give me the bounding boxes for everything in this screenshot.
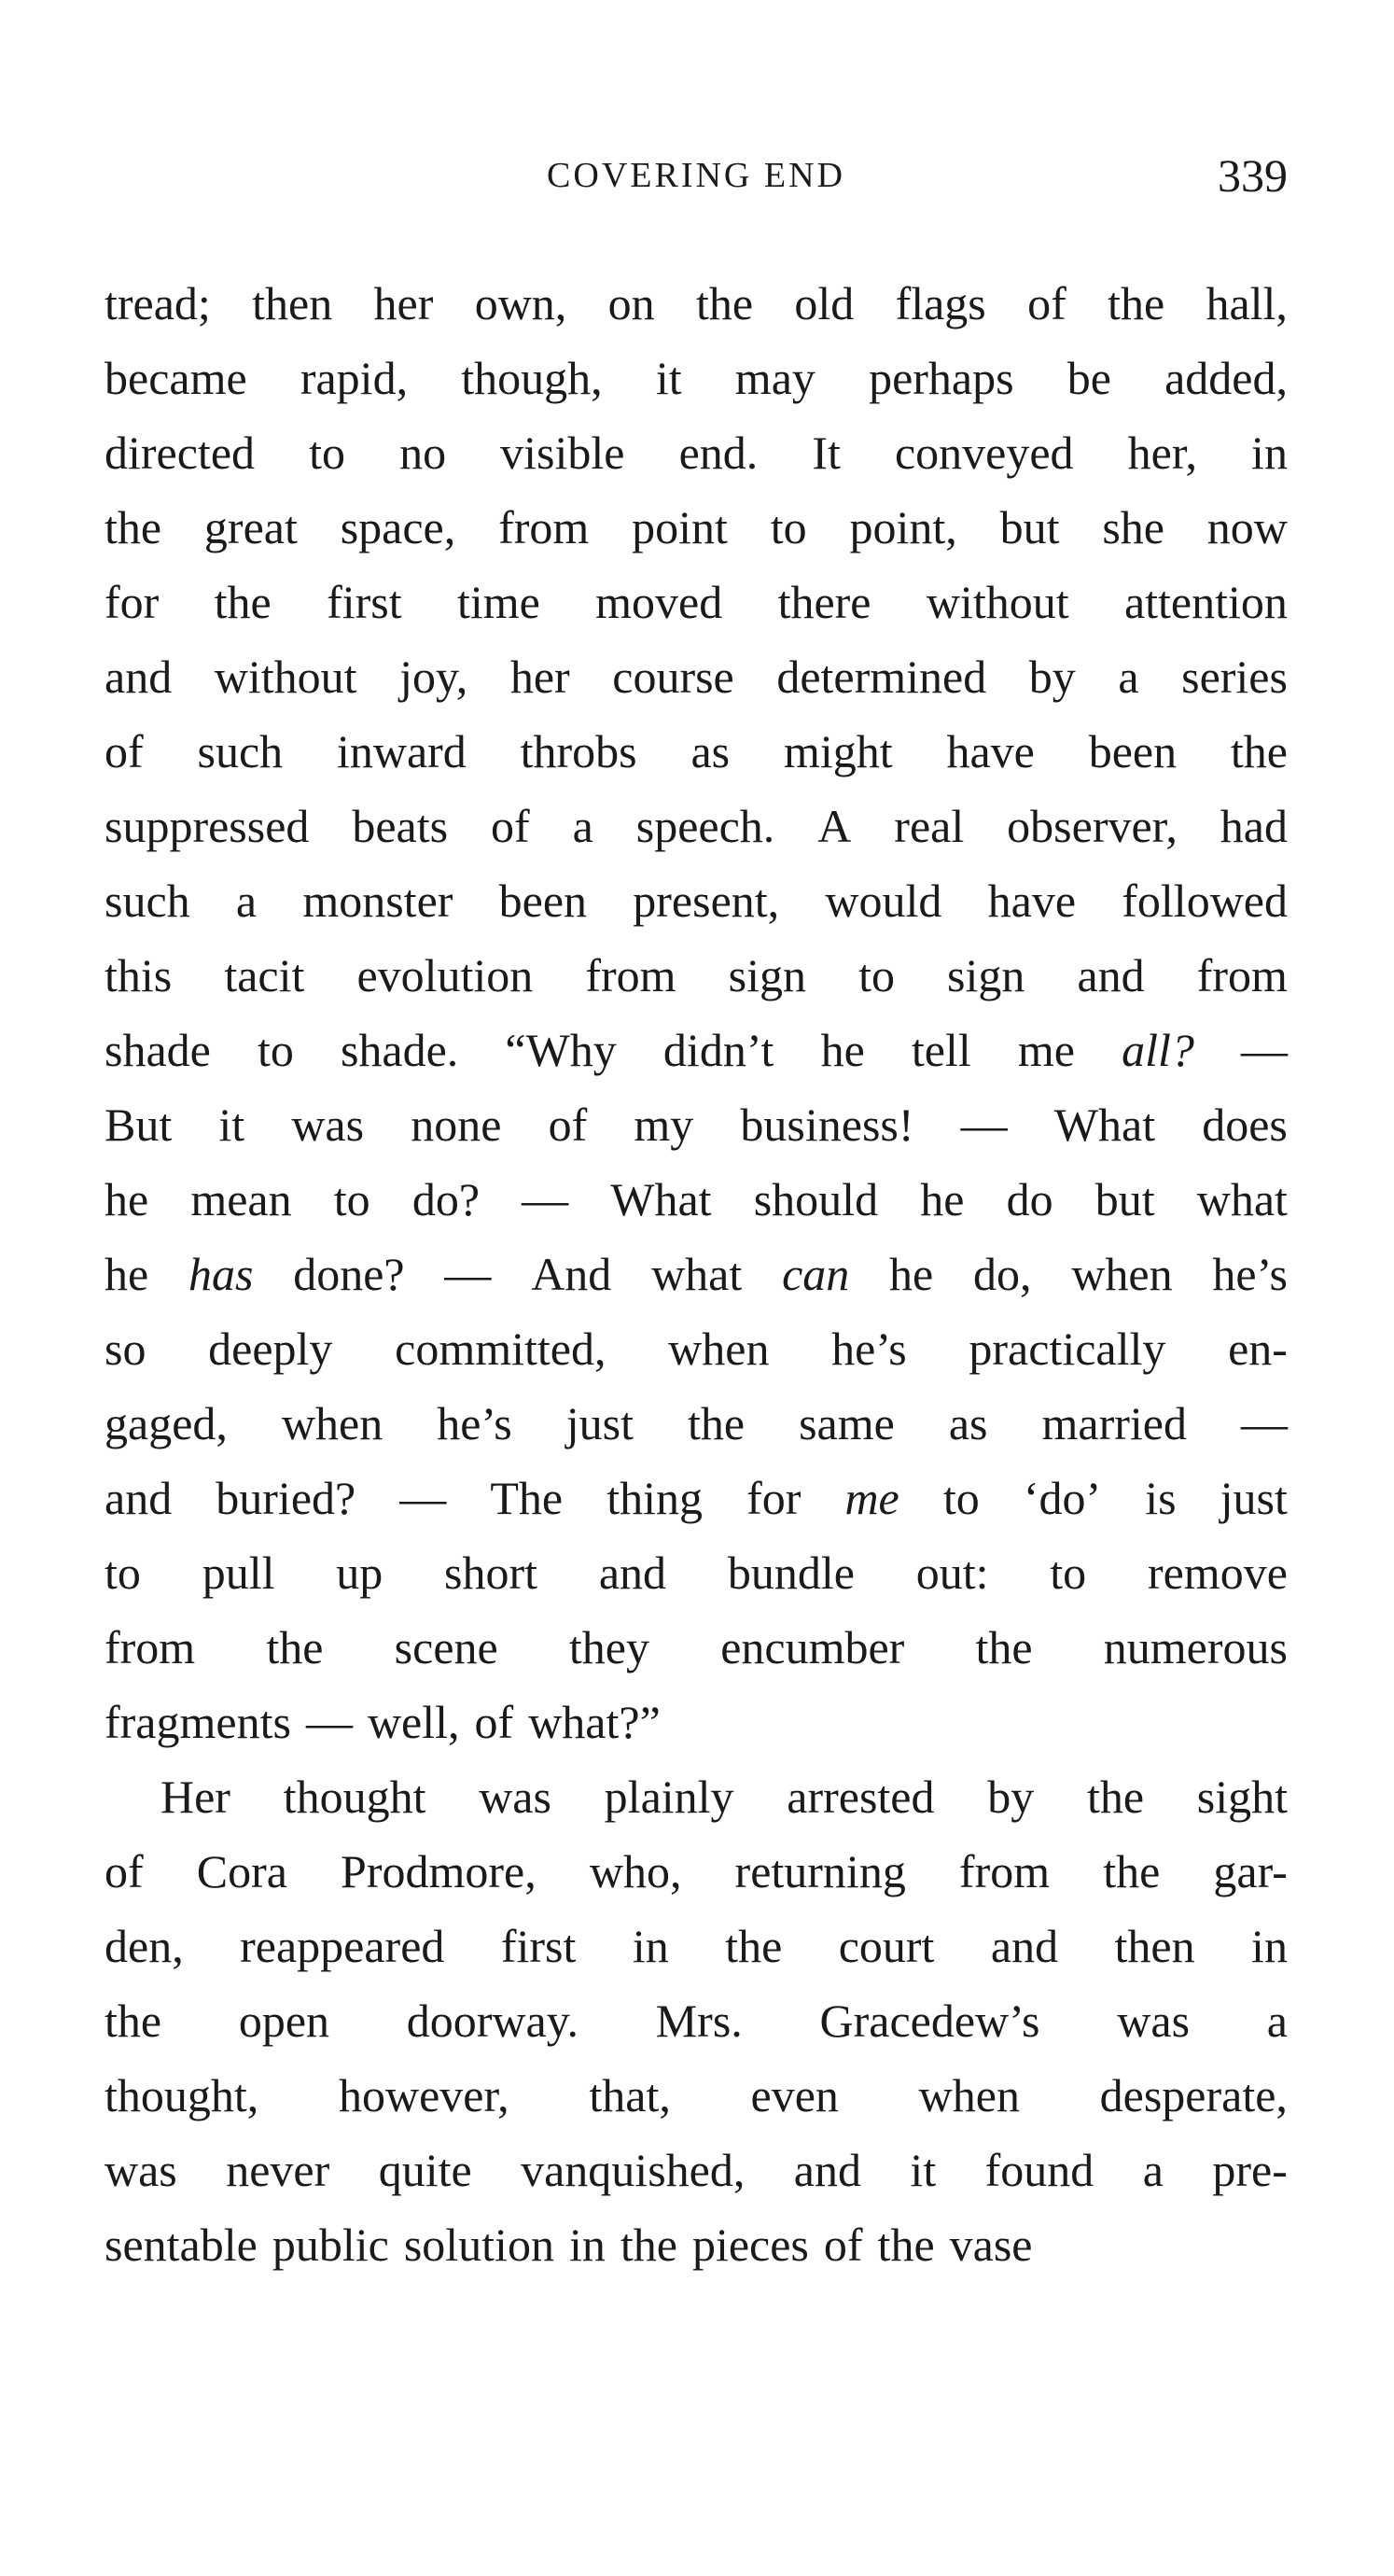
text-line: he mean to do? — What should he do but what <box>105 1173 1288 1225</box>
text-line: sentable public solution in the pieces of the vase <box>105 2219 1033 2271</box>
text-line: he has done? — And what can he do, when he’s <box>105 1248 1288 1300</box>
text-line: and buried? — The thing for me to ‘do’ is just <box>105 1472 1288 1524</box>
text-line: the great space, from point to point, but she now <box>105 501 1288 553</box>
text-line: of Cora Prodmore, who, returning from the gar- <box>105 1845 1288 1897</box>
text-line: to pull up short and bundle out: to remove <box>105 1547 1288 1599</box>
text-line: gaged, when he’s just the same as married — <box>105 1397 1288 1449</box>
text-line: and without joy, her course determined by a series <box>105 651 1288 703</box>
running-title: COVERING END <box>547 156 845 195</box>
text-line: den, reappeared first in the court and then in <box>105 1920 1288 1972</box>
text-line: tread; then her own, on the old flags of the hall, <box>105 277 1288 329</box>
text-line: directed to no visible end. It conveyed her, in <box>105 427 1288 479</box>
text-line: was never quite vanquished, and it found a pre- <box>105 2144 1288 2196</box>
text-line: from the scene they encumber the numerous <box>105 1621 1288 1673</box>
text-line: became rapid, though, it may perhaps be added, <box>105 352 1288 404</box>
text-line: shade to shade. “Why didn’t he tell me all? — <box>105 1024 1288 1076</box>
running-head <box>105 147 1288 203</box>
text-line: this tacit evolution from sign to sign and from <box>105 949 1288 1001</box>
text-line: the open doorway. Mrs. Gracedew’s was a <box>105 1995 1288 2047</box>
text-line: of such inward throbs as might have been the <box>105 725 1288 777</box>
text-line: such a monster been present, would have followed <box>105 875 1288 927</box>
paragraph <box>105 266 1288 1759</box>
text-line: Her thought was plainly arrested by the sight <box>160 1771 1288 1823</box>
text-line: But it was none of my business! — What does <box>105 1099 1288 1151</box>
page-number: 339 <box>1218 149 1288 202</box>
text-line: fragments — well, of what?” <box>105 1696 661 1748</box>
text-line: suppressed beats of a speech. A real observer, had <box>105 800 1288 852</box>
text-line: for the first time moved there without attention <box>105 576 1288 628</box>
body-text <box>105 266 1288 2282</box>
text-line: so deeply committed, when he’s practically en- <box>105 1323 1288 1375</box>
text-line: thought, however, that, even when desperate, <box>105 2069 1288 2121</box>
paragraph <box>105 1759 1288 2282</box>
